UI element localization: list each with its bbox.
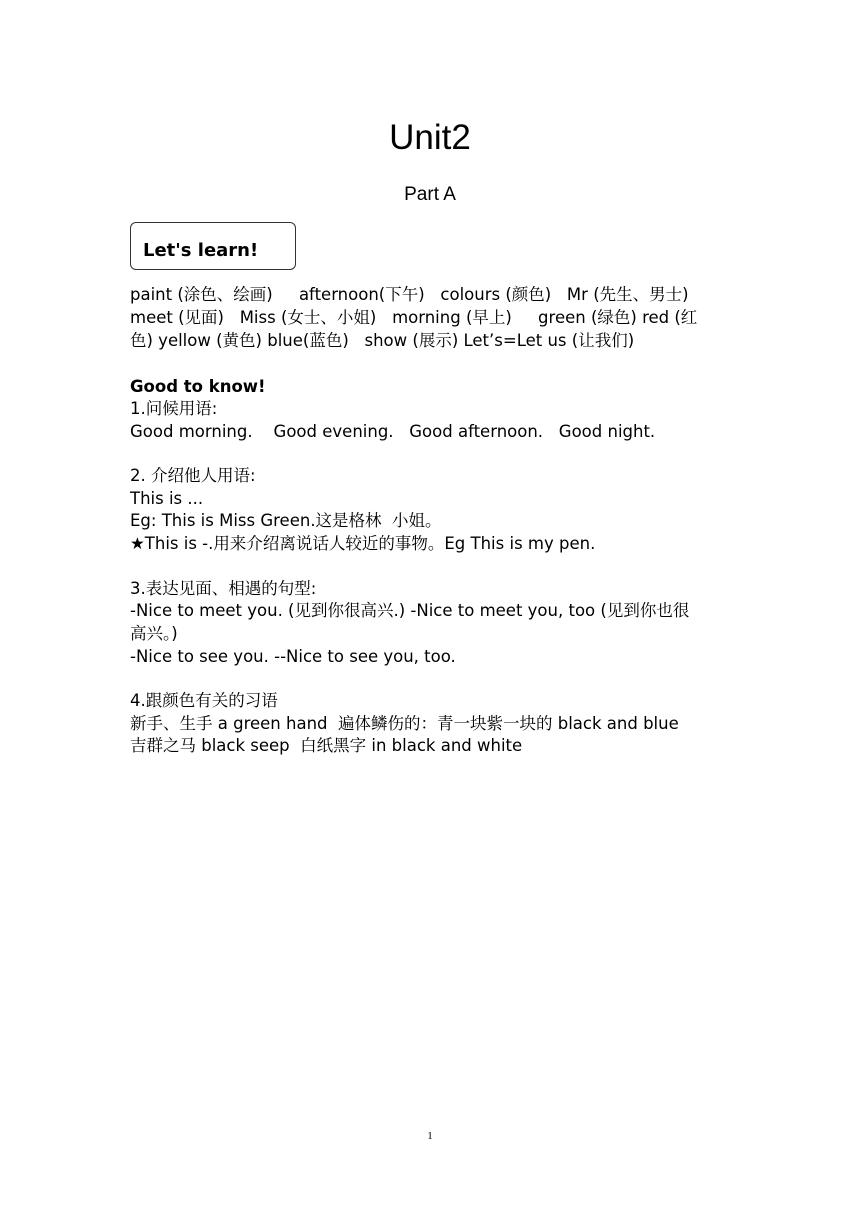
section-4-line-1: 新手、生手 a green hand 遍体鳞伤的：青一块紫一块的 black and blue <box>130 714 679 733</box>
section-3-line-2: 高兴。) <box>130 624 178 643</box>
section-3-title: 3.表达见面、相遇的句型: <box>130 579 317 598</box>
section-4-title: 4.跟颜色有关的习语 <box>130 691 278 710</box>
vocab-line-1: paint (涂色、绘画) afternoon(下午) colours (颜色) Mr (先生、男士) <box>130 285 689 304</box>
section-1-line: Good morning. Good evening. Good afternoon. Good night. <box>130 422 656 441</box>
part-subtitle: Part A <box>404 184 456 205</box>
section-2-line-1: This is ... <box>130 489 204 508</box>
vocab-line-2: meet (见面) Miss (女士、小姐) morning (早上) green (绿色) red (红 <box>130 308 698 327</box>
section-2-line-2: Eg: This is Miss Green.这是格林 小姐。 <box>130 511 442 530</box>
good-to-know-heading: Good to know! <box>130 377 266 396</box>
page-number: 1 <box>427 1130 433 1142</box>
lets-learn-label: Let's learn! <box>143 240 259 261</box>
lets-learn-box <box>130 222 296 270</box>
section-4-line-2: 吉群之马 black seep 白纸黑字 in black and white <box>130 736 523 755</box>
section-2-title: 2. 介绍他人用语: <box>130 466 256 485</box>
section-3-line-3: -Nice to see you. --Nice to see you, too. <box>130 647 456 666</box>
section-1-title: 1.问候用语: <box>130 399 218 418</box>
section-3-line-1: -Nice to meet you. (见到你很高兴.) -Nice to meet you, too (见到你也很 <box>130 601 690 620</box>
unit-title: Unit2 <box>389 118 471 157</box>
vocab-line-3: 色) yellow (黄色) blue(蓝色) show (展示) Let’s=Let us (让我们) <box>130 331 635 350</box>
section-2-line-3: ★This is -.用来介绍离说话人较近的事物。Eg This is my pen. <box>130 534 596 553</box>
